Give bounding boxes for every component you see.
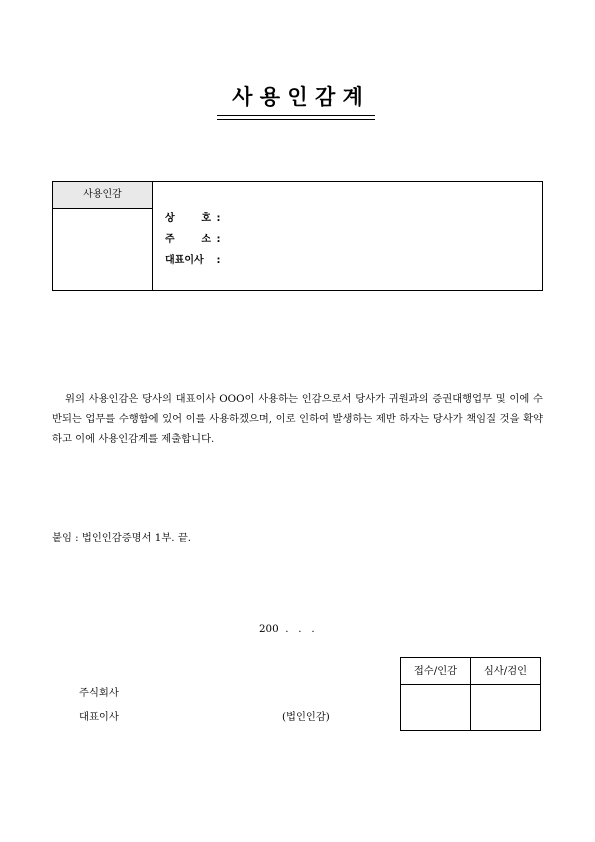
seal-header: 사용인감 <box>53 182 152 209</box>
corporate-seal-note: (법인인감) <box>282 711 330 723</box>
date-line: 200 . . . <box>259 623 315 635</box>
seal-table <box>52 181 543 291</box>
body-paragraph: 위의 사용인감은 당사의 대표이사 OOO이 사용하는 인감으로서 당사가 귀원과의 증권대행업무 및 이에 수반되는 업무를 수행함에 있어 이를 사용하겠으며, 이로 인하여 발생하는 제반 하자는 당사가 책임질 것을 확약하고 이에 사용인감계를 제출합니다. <box>52 393 543 445</box>
field-colon: : <box>216 255 221 266</box>
company-label: 주식회사 <box>79 687 119 699</box>
attachment-note: 붙임 : 법인인감증명서 1부. 끝. <box>52 532 192 544</box>
field-label-representative: 대표이사 <box>165 255 204 266</box>
seal-impression-column <box>53 182 153 290</box>
approval-box <box>400 657 541 731</box>
field-colon: : <box>216 234 221 245</box>
approval-sign-row <box>401 685 540 730</box>
approval-header-row <box>401 658 540 685</box>
document-title: 사 용 인 감 계 <box>232 85 363 109</box>
seal-fields <box>165 208 220 271</box>
field-label-address: 주 소 <box>165 234 211 245</box>
field-colon: : <box>216 213 221 224</box>
approval-header-receipt: 접수/인감 <box>413 665 458 677</box>
field-row-address <box>165 229 220 250</box>
approval-sign-receipt <box>401 685 470 730</box>
title-double-underline <box>217 115 375 120</box>
field-row-representative <box>165 250 220 271</box>
field-label-trade-name: 상 호 <box>165 213 211 224</box>
representative-label: 대표이사 <box>79 711 119 723</box>
field-row-trade-name <box>165 208 220 229</box>
approval-sign-review <box>470 685 540 730</box>
approval-header-review: 심사/검인 <box>470 658 540 684</box>
